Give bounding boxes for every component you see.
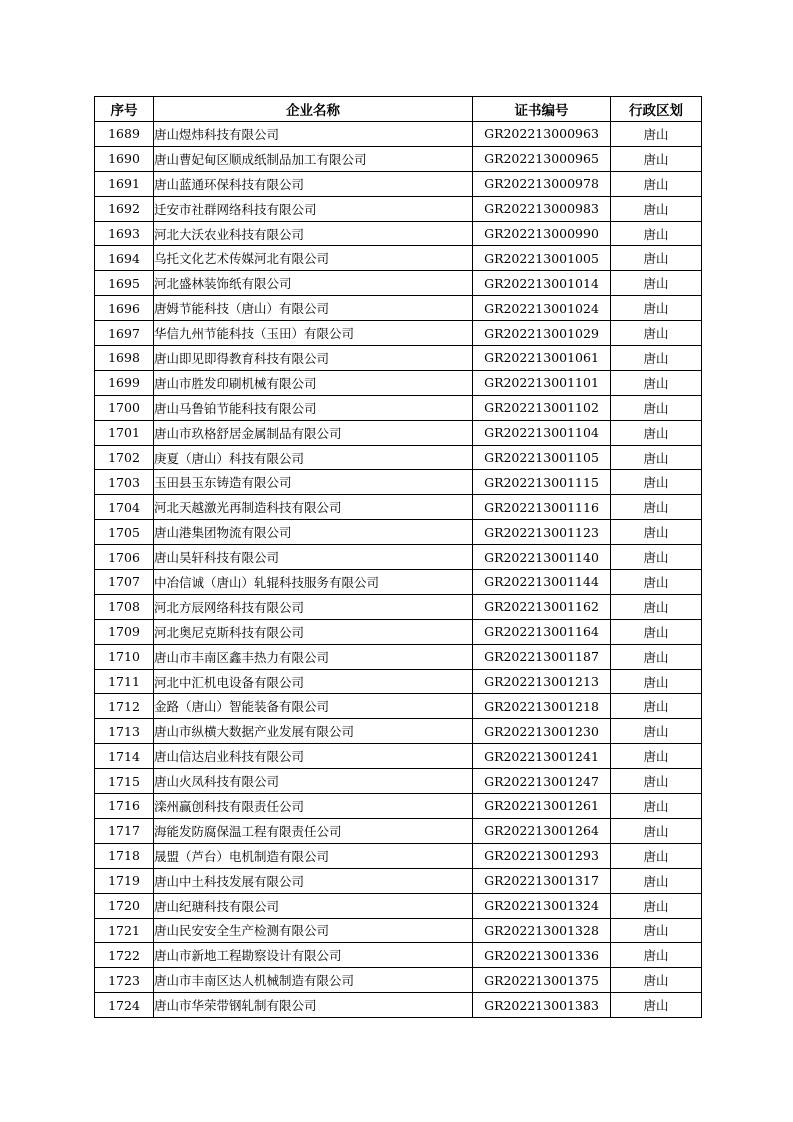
cell-certificate-no: GR202213001162 — [473, 594, 611, 619]
cell-seq: 1701 — [95, 420, 154, 445]
cell-seq: 1703 — [95, 470, 154, 495]
cell-company-name: 唐山火凤科技有限公司 — [154, 769, 473, 794]
cell-seq: 1722 — [95, 943, 154, 968]
cell-certificate-no: GR202213001116 — [473, 495, 611, 520]
cell-company-name: 河北盛林装饰纸有限公司 — [154, 271, 473, 296]
cell-company-name: 乌托文化艺术传媒河北有限公司 — [154, 246, 473, 271]
table-row — [95, 470, 702, 495]
table-body — [95, 122, 702, 1018]
cell-seq: 1702 — [95, 445, 154, 470]
cell-seq: 1719 — [95, 868, 154, 893]
cell-company-name: 河北方辰网络科技有限公司 — [154, 594, 473, 619]
cell-district: 唐山 — [611, 769, 702, 794]
cell-company-name: 河北天越激光再制造科技有限公司 — [154, 495, 473, 520]
table-row — [95, 918, 702, 943]
table-row — [95, 221, 702, 246]
table-row — [95, 545, 702, 570]
cell-district: 唐山 — [611, 868, 702, 893]
cell-certificate-no: GR202213000983 — [473, 196, 611, 221]
cell-company-name: 唐山市丰南区鑫丰热力有限公司 — [154, 644, 473, 669]
table-row — [95, 694, 702, 719]
table-row — [95, 321, 702, 346]
cell-certificate-no: GR202213001213 — [473, 669, 611, 694]
cell-district: 唐山 — [611, 246, 702, 271]
cell-seq: 1697 — [95, 321, 154, 346]
cell-district: 唐山 — [611, 794, 702, 819]
cell-district: 唐山 — [611, 171, 702, 196]
cell-district: 唐山 — [611, 644, 702, 669]
cell-company-name: 唐山市玖格舒居金属制品有限公司 — [154, 420, 473, 445]
cell-company-name: 唐山港集团物流有限公司 — [154, 520, 473, 545]
table-row — [95, 171, 702, 196]
header-district: 行政区划 — [611, 97, 702, 122]
cell-seq: 1721 — [95, 918, 154, 943]
table-row — [95, 619, 702, 644]
cell-company-name: 唐山市丰南区达人机械制造有限公司 — [154, 968, 473, 993]
header-company-name: 企业名称 — [154, 97, 473, 122]
cell-certificate-no: GR202213001230 — [473, 719, 611, 744]
cell-district: 唐山 — [611, 196, 702, 221]
cell-seq: 1695 — [95, 271, 154, 296]
cell-company-name: 唐山纪瑭科技有限公司 — [154, 893, 473, 918]
cell-certificate-no: GR202213001123 — [473, 520, 611, 545]
cell-seq: 1710 — [95, 644, 154, 669]
cell-certificate-no: GR202213001101 — [473, 370, 611, 395]
cell-certificate-no: GR202213001105 — [473, 445, 611, 470]
table-row — [95, 769, 702, 794]
cell-district: 唐山 — [611, 594, 702, 619]
cell-district: 唐山 — [611, 968, 702, 993]
table-row — [95, 744, 702, 769]
cell-company-name: 中冶信诚（唐山）轧辊科技服务有限公司 — [154, 570, 473, 595]
table-row — [95, 271, 702, 296]
table-row — [95, 968, 702, 993]
cell-certificate-no: GR202213001336 — [473, 943, 611, 968]
cell-district: 唐山 — [611, 495, 702, 520]
table-row — [95, 445, 702, 470]
cell-company-name: 唐山蓝通环保科技有限公司 — [154, 171, 473, 196]
cell-company-name: 金路（唐山）智能装备有限公司 — [154, 694, 473, 719]
cell-seq: 1714 — [95, 744, 154, 769]
cell-company-name: 玉田县玉东铸造有限公司 — [154, 470, 473, 495]
cell-company-name: 晟盟（芦台）电机制造有限公司 — [154, 843, 473, 868]
cell-seq: 1711 — [95, 669, 154, 694]
cell-district: 唐山 — [611, 918, 702, 943]
table-row — [95, 420, 702, 445]
cell-district: 唐山 — [611, 470, 702, 495]
header-certificate-no: 证书编号 — [473, 97, 611, 122]
cell-company-name: 唐山马鲁铂节能科技有限公司 — [154, 395, 473, 420]
table-row — [95, 794, 702, 819]
cell-company-name: 华信九州节能科技（玉田）有限公司 — [154, 321, 473, 346]
cell-certificate-no: GR202213001247 — [473, 769, 611, 794]
table-row — [95, 370, 702, 395]
cell-seq: 1720 — [95, 893, 154, 918]
cell-seq: 1715 — [95, 769, 154, 794]
cell-seq: 1698 — [95, 346, 154, 371]
cell-certificate-no: GR202213001102 — [473, 395, 611, 420]
table-row — [95, 122, 702, 147]
cell-district: 唐山 — [611, 420, 702, 445]
cell-district: 唐山 — [611, 744, 702, 769]
cell-district: 唐山 — [611, 395, 702, 420]
cell-certificate-no: GR202213001293 — [473, 843, 611, 868]
cell-district: 唐山 — [611, 321, 702, 346]
table-row — [95, 495, 702, 520]
cell-district: 唐山 — [611, 843, 702, 868]
cell-certificate-no: GR202213001375 — [473, 968, 611, 993]
cell-seq: 1708 — [95, 594, 154, 619]
cell-company-name: 河北奥尼克斯科技有限公司 — [154, 619, 473, 644]
cell-seq: 1699 — [95, 370, 154, 395]
table-row — [95, 669, 702, 694]
cell-company-name: 庚夏（唐山）科技有限公司 — [154, 445, 473, 470]
cell-certificate-no: GR202213001218 — [473, 694, 611, 719]
cell-company-name: 迁安市社群网络科技有限公司 — [154, 196, 473, 221]
cell-certificate-no: GR202213001024 — [473, 296, 611, 321]
table-row — [95, 296, 702, 321]
cell-seq: 1705 — [95, 520, 154, 545]
cell-district: 唐山 — [611, 943, 702, 968]
cell-district: 唐山 — [611, 221, 702, 246]
table-row — [95, 818, 702, 843]
cell-district: 唐山 — [611, 146, 702, 171]
enterprise-table — [94, 96, 702, 1018]
cell-certificate-no: GR202213001317 — [473, 868, 611, 893]
cell-certificate-no: GR202213001029 — [473, 321, 611, 346]
cell-certificate-no: GR202213001115 — [473, 470, 611, 495]
cell-certificate-no: GR202213001261 — [473, 794, 611, 819]
cell-company-name: 唐山市新地工程勘察设计有限公司 — [154, 943, 473, 968]
cell-seq: 1707 — [95, 570, 154, 595]
cell-company-name: 河北中汇机电设备有限公司 — [154, 669, 473, 694]
cell-district: 唐山 — [611, 545, 702, 570]
table-row — [95, 146, 702, 171]
cell-district: 唐山 — [611, 271, 702, 296]
table-row — [95, 893, 702, 918]
cell-district: 唐山 — [611, 445, 702, 470]
cell-certificate-no: GR202213001164 — [473, 619, 611, 644]
cell-certificate-no: GR202213001140 — [473, 545, 611, 570]
table-header — [95, 97, 702, 122]
cell-company-name: 唐山民安安全生产检测有限公司 — [154, 918, 473, 943]
cell-company-name: 唐姆节能科技（唐山）有限公司 — [154, 296, 473, 321]
cell-certificate-no: GR202213001383 — [473, 993, 611, 1018]
cell-seq: 1693 — [95, 221, 154, 246]
cell-district: 唐山 — [611, 669, 702, 694]
table-row — [95, 196, 702, 221]
cell-certificate-no: GR202213001324 — [473, 893, 611, 918]
cell-company-name: 唐山曹妃甸区顺成纸制品加工有限公司 — [154, 146, 473, 171]
cell-company-name: 唐山中土科技发展有限公司 — [154, 868, 473, 893]
cell-district: 唐山 — [611, 993, 702, 1018]
cell-seq: 1709 — [95, 619, 154, 644]
cell-district: 唐山 — [611, 694, 702, 719]
cell-company-name: 唐山昊轩科技有限公司 — [154, 545, 473, 570]
table-row — [95, 644, 702, 669]
table-row — [95, 943, 702, 968]
cell-company-name: 唐山煜炜科技有限公司 — [154, 122, 473, 147]
cell-seq: 1712 — [95, 694, 154, 719]
cell-seq: 1691 — [95, 171, 154, 196]
cell-certificate-no: GR202213001005 — [473, 246, 611, 271]
table-row — [95, 868, 702, 893]
cell-seq: 1718 — [95, 843, 154, 868]
cell-certificate-no: GR202213000978 — [473, 171, 611, 196]
cell-certificate-no: GR202213001061 — [473, 346, 611, 371]
cell-seq: 1692 — [95, 196, 154, 221]
cell-district: 唐山 — [611, 570, 702, 595]
header-row — [95, 97, 702, 122]
header-seq: 序号 — [95, 97, 154, 122]
cell-certificate-no: GR202213001104 — [473, 420, 611, 445]
cell-seq: 1713 — [95, 719, 154, 744]
cell-district: 唐山 — [611, 370, 702, 395]
cell-certificate-no: GR202213001187 — [473, 644, 611, 669]
cell-company-name: 唐山即见即得教育科技有限公司 — [154, 346, 473, 371]
table-row — [95, 719, 702, 744]
table-row — [95, 594, 702, 619]
cell-district: 唐山 — [611, 719, 702, 744]
cell-certificate-no: GR202213000990 — [473, 221, 611, 246]
cell-seq: 1696 — [95, 296, 154, 321]
table-row — [95, 993, 702, 1018]
cell-district: 唐山 — [611, 619, 702, 644]
cell-seq: 1724 — [95, 993, 154, 1018]
cell-company-name: 唐山市胜发印刷机械有限公司 — [154, 370, 473, 395]
cell-seq: 1689 — [95, 122, 154, 147]
cell-company-name: 唐山信达启业科技有限公司 — [154, 744, 473, 769]
table-row — [95, 246, 702, 271]
cell-seq: 1706 — [95, 545, 154, 570]
cell-seq: 1700 — [95, 395, 154, 420]
cell-certificate-no: GR202213001328 — [473, 918, 611, 943]
cell-company-name: 海能发防腐保温工程有限责任公司 — [154, 818, 473, 843]
table-row — [95, 395, 702, 420]
cell-certificate-no: GR202213000965 — [473, 146, 611, 171]
cell-district: 唐山 — [611, 520, 702, 545]
cell-seq: 1716 — [95, 794, 154, 819]
cell-certificate-no: GR202213001014 — [473, 271, 611, 296]
cell-seq: 1694 — [95, 246, 154, 271]
cell-company-name: 唐山市华荣带钢轧制有限公司 — [154, 993, 473, 1018]
cell-seq: 1690 — [95, 146, 154, 171]
cell-company-name: 唐山市纵横大数据产业发展有限公司 — [154, 719, 473, 744]
cell-company-name: 河北大沃农业科技有限公司 — [154, 221, 473, 246]
cell-district: 唐山 — [611, 122, 702, 147]
table-row — [95, 570, 702, 595]
cell-seq: 1723 — [95, 968, 154, 993]
cell-seq: 1704 — [95, 495, 154, 520]
table-row — [95, 843, 702, 868]
cell-district: 唐山 — [611, 296, 702, 321]
cell-certificate-no: GR202213000963 — [473, 122, 611, 147]
table-row — [95, 520, 702, 545]
cell-district: 唐山 — [611, 893, 702, 918]
cell-company-name: 滦州赢创科技有限责任公司 — [154, 794, 473, 819]
cell-certificate-no: GR202213001144 — [473, 570, 611, 595]
cell-certificate-no: GR202213001264 — [473, 818, 611, 843]
cell-seq: 1717 — [95, 818, 154, 843]
cell-certificate-no: GR202213001241 — [473, 744, 611, 769]
cell-district: 唐山 — [611, 818, 702, 843]
cell-district: 唐山 — [611, 346, 702, 371]
table-row — [95, 346, 702, 371]
